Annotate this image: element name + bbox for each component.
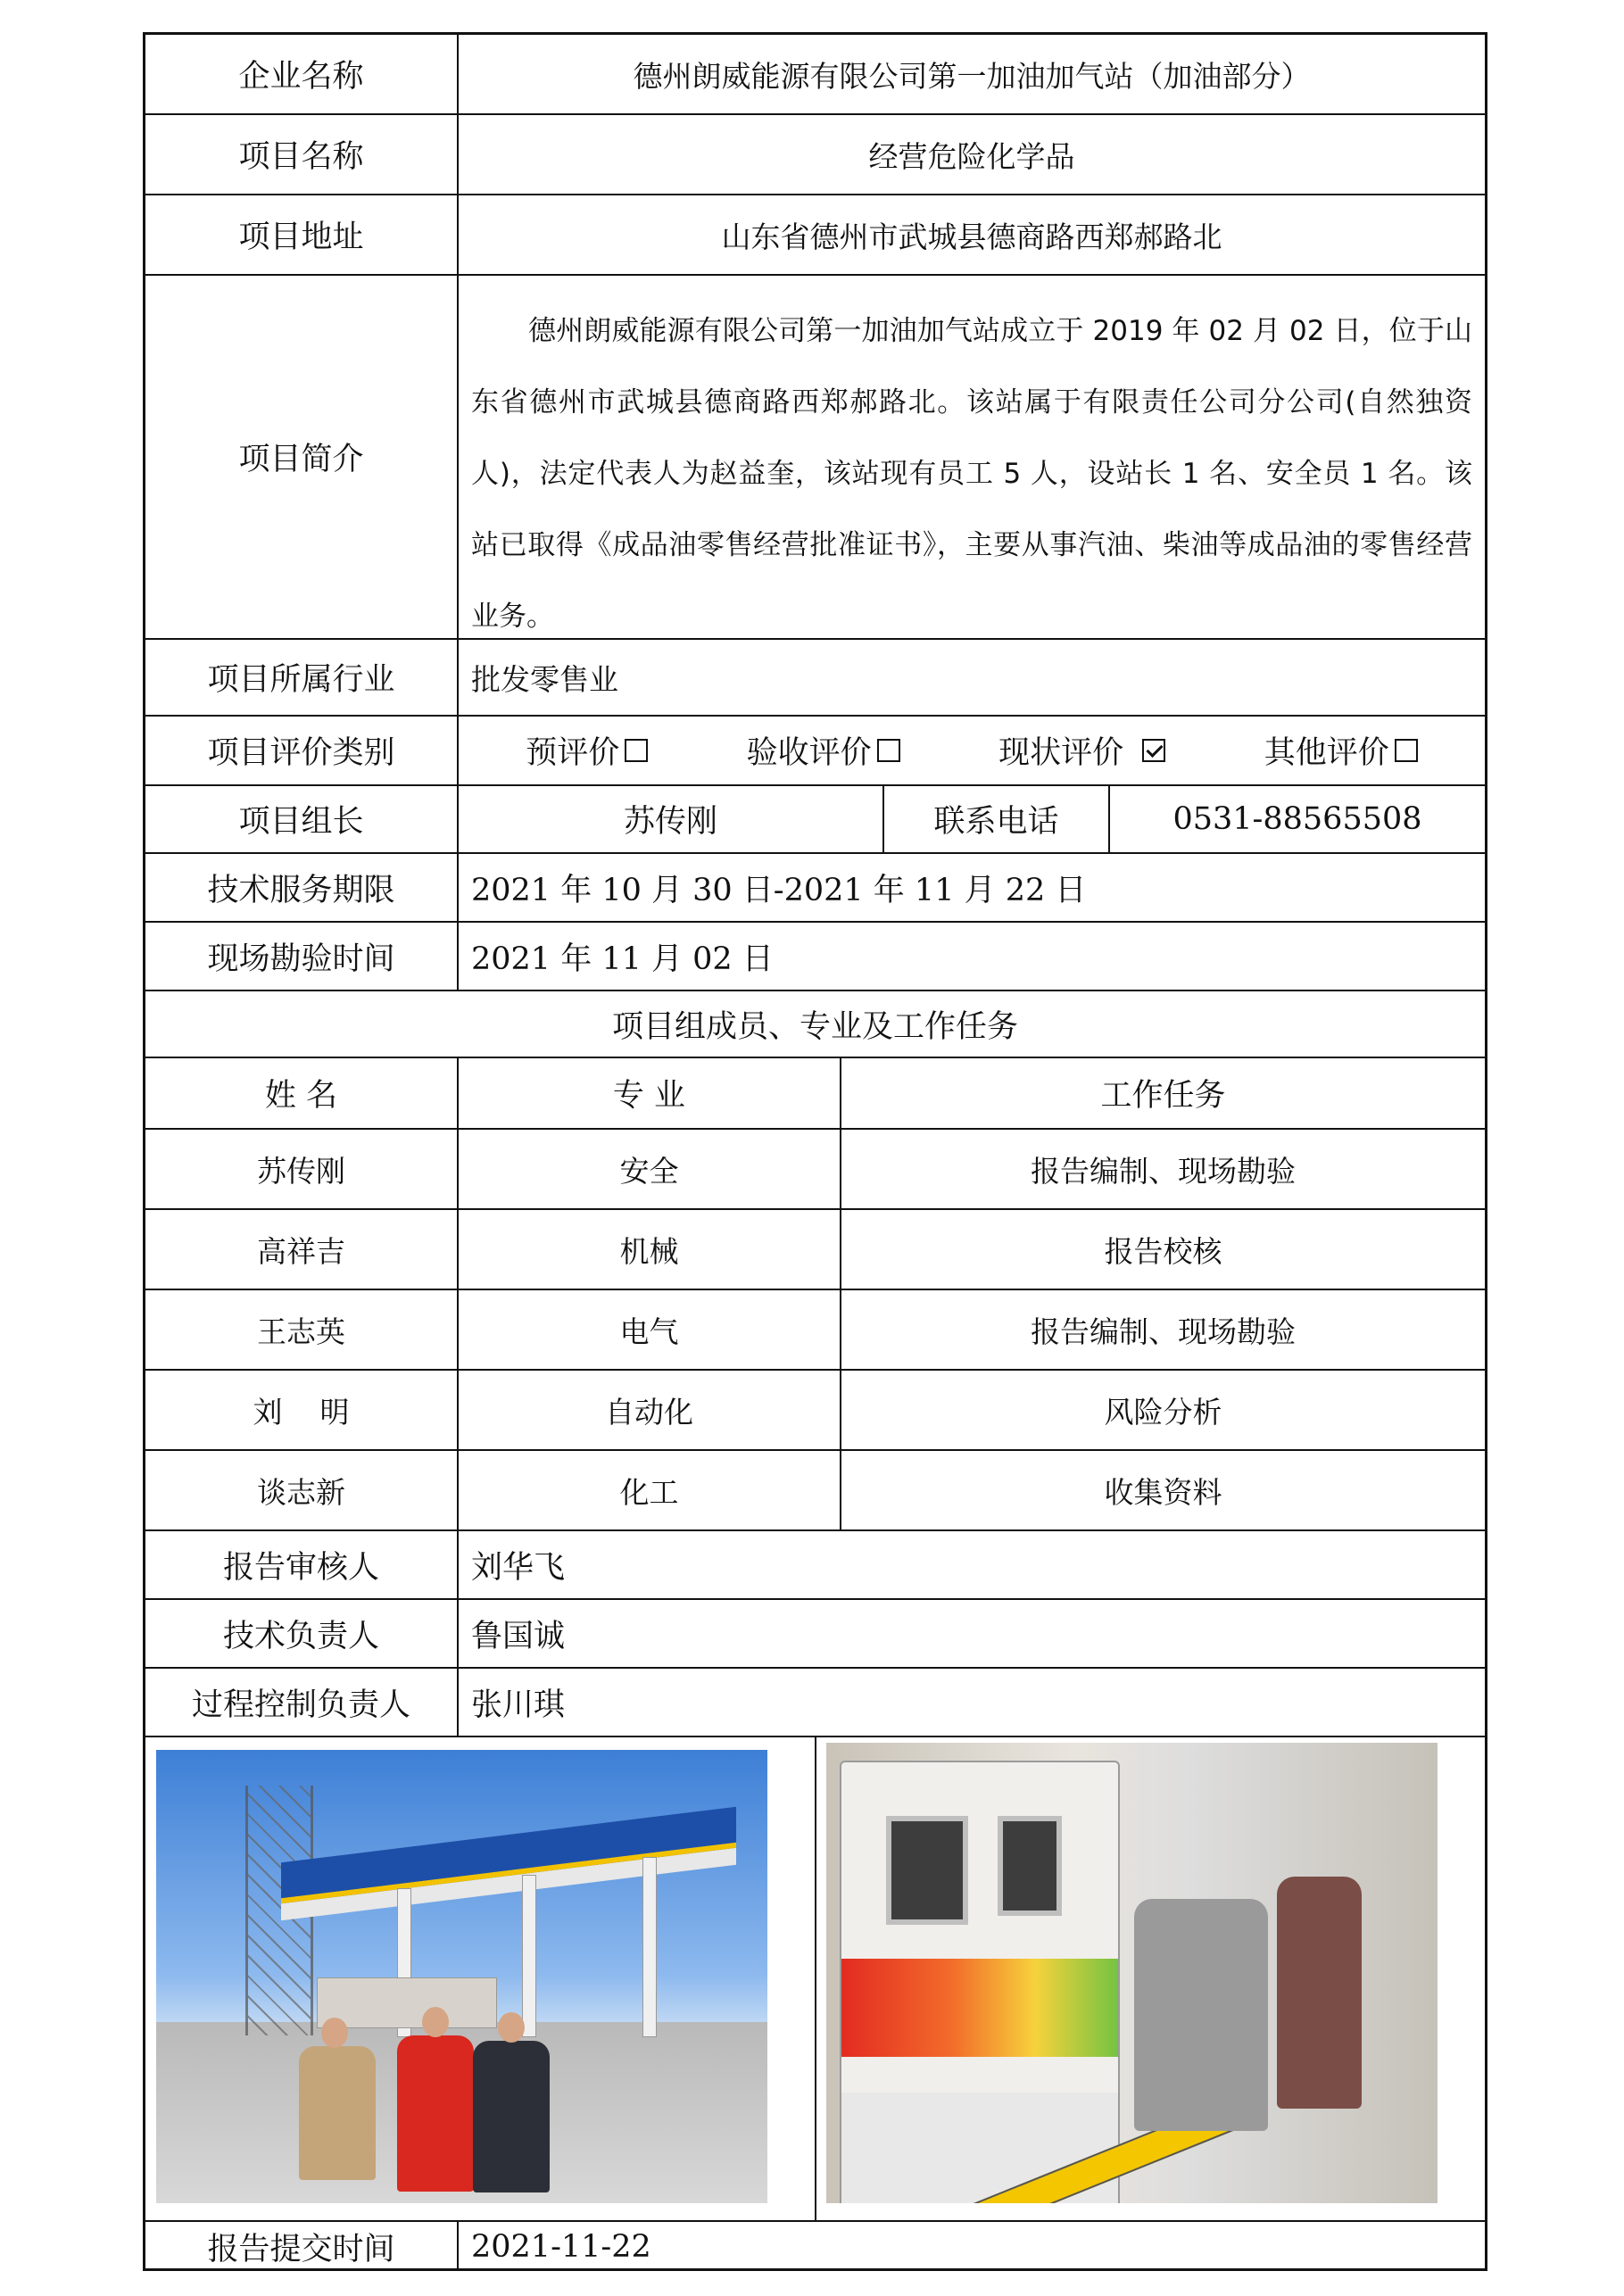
reviewer-value: 刘华飞 — [457, 1531, 1485, 1598]
canopy-pillar — [642, 1857, 657, 2037]
project-name-value: 经营危险化学品 — [457, 115, 1485, 194]
member-major: 化工 — [457, 1451, 840, 1529]
project-intro-label: 项目简介 — [238, 442, 364, 477]
person-2-head — [422, 2007, 449, 2037]
table-row — [145, 1371, 1485, 1451]
member-name: 高祥吉 — [257, 1233, 345, 1269]
eval-type-row — [145, 717, 1485, 786]
project-intro-row — [145, 276, 1485, 640]
process-lead-label: 过程控制负责人 — [191, 1687, 410, 1723]
team-title-row — [145, 991, 1485, 1058]
fuel-dispenser — [840, 1761, 1120, 2203]
eval-option-acceptance[interactable] — [747, 728, 900, 773]
phone-value: 0531-88565508 — [1108, 786, 1485, 852]
gas-station-photo — [156, 1750, 767, 2203]
member-name: 苏传刚 — [257, 1153, 345, 1189]
submit-time-value: 2021-11-22 — [457, 2222, 1485, 2271]
eval-option-other[interactable] — [1264, 728, 1418, 773]
member-major: 安全 — [457, 1130, 840, 1208]
reviewer-row — [145, 1531, 1485, 1600]
project-name-label: 项目名称 — [238, 139, 364, 175]
member-task: 报告编制、现场勘验 — [840, 1130, 1485, 1208]
survey-time-row — [145, 923, 1485, 991]
table-row — [145, 1451, 1485, 1531]
member-task: 报告校核 — [840, 1210, 1485, 1289]
company-value: 德州朗威能源有限公司第一加油加气站（加油部分） — [457, 35, 1485, 113]
eval-option-status-label: 现状评价 — [998, 735, 1124, 771]
eval-type-options — [457, 717, 1485, 784]
pump-nozzle-panel — [841, 1959, 1118, 2057]
eval-option-pre-label: 预评价 — [526, 735, 620, 771]
service-period-value: 2021 年 10 月 30 日-2021 年 11 月 22 日 — [457, 854, 1485, 921]
project-address-label: 项目地址 — [238, 220, 364, 255]
canopy-pillar — [522, 1875, 536, 2037]
person-2 — [397, 2035, 474, 2192]
worker-person — [1134, 1899, 1268, 2131]
process-lead-value: 张川琪 — [457, 1669, 1485, 1736]
member-name: 王志英 — [257, 1314, 345, 1349]
service-period-row — [145, 854, 1485, 923]
submit-time-row — [145, 2222, 1485, 2271]
member-major: 电气 — [457, 1290, 840, 1369]
survey-time-label: 现场勘验时间 — [207, 941, 395, 977]
col-header-major: 专 业 — [457, 1058, 840, 1128]
checkbox-icon — [877, 739, 900, 762]
member-major: 机械 — [457, 1210, 840, 1289]
project-address-value: 山东省德州市武城县德商路西郑郝路北 — [457, 195, 1485, 274]
standing-person — [1277, 1877, 1362, 2109]
phone-label: 联系电话 — [882, 786, 1108, 852]
checkbox-icon — [625, 739, 648, 762]
member-name: 刘 明 — [253, 1394, 350, 1430]
person-1-head — [321, 2018, 348, 2048]
checked-checkbox-icon — [1142, 739, 1165, 762]
photos-row — [145, 1737, 1485, 2222]
photos-divider — [815, 1737, 816, 2220]
submit-time-label: 报告提交时间 — [207, 2231, 395, 2267]
eval-option-status[interactable] — [998, 728, 1165, 773]
col-header-task: 工作任务 — [840, 1058, 1485, 1128]
person-3-head — [498, 2012, 525, 2043]
project-address-row — [145, 195, 1485, 276]
project-name-row — [145, 115, 1485, 195]
person-1 — [299, 2046, 376, 2180]
member-task: 报告编制、现场勘验 — [840, 1290, 1485, 1369]
tech-lead-row — [145, 1600, 1485, 1669]
company-row — [145, 35, 1485, 115]
eval-option-pre[interactable] — [526, 728, 648, 773]
eval-option-acceptance-label: 验收评价 — [746, 735, 872, 771]
table-row — [145, 1290, 1485, 1371]
member-task: 风险分析 — [840, 1371, 1485, 1449]
member-task: 收集资料 — [840, 1451, 1485, 1529]
table-row — [145, 1130, 1485, 1210]
table-row — [145, 1210, 1485, 1290]
leader-row — [145, 786, 1485, 854]
reviewer-label: 报告审核人 — [222, 1549, 379, 1586]
team-header-row — [145, 1058, 1485, 1130]
company-label: 企业名称 — [238, 59, 364, 95]
station-building — [317, 1977, 497, 2028]
member-major: 自动化 — [457, 1371, 840, 1449]
checkbox-icon — [1395, 739, 1418, 762]
project-intro-text: 德州朗威能源有限公司第一加油加气站成立于 2019 年 02 月 02 日，位于山东省德州市武城县德商路西郑郝路北。该站属于有限责任公司分公司(自然独资人)，法定代表人为赵益奎，该站现有员工 5 人，设站长 1 名、安全员 1 名。该站已取得《成品油零售经营批准证书》，主要从事汽油、柴油等成品油的零售经营业务。 — [457, 276, 1485, 638]
eval-option-other-label: 其他评价 — [1264, 735, 1389, 771]
member-name: 谈志新 — [257, 1474, 345, 1510]
survey-time-value: 2021 年 11 月 02 日 — [457, 923, 1485, 990]
info-table — [143, 32, 1487, 2271]
tech-lead-label: 技术负责人 — [222, 1618, 379, 1654]
pump-display — [886, 1816, 968, 1925]
person-3 — [473, 2041, 550, 2192]
tech-lead-value: 鲁国诚 — [457, 1600, 1485, 1667]
service-period-label: 技术服务期限 — [207, 872, 395, 908]
process-lead-row — [145, 1669, 1485, 1737]
industry-row — [145, 640, 1485, 717]
industry-label: 项目所属行业 — [207, 662, 395, 698]
leader-label: 项目组长 — [238, 804, 364, 840]
eval-type-label: 项目评价类别 — [207, 735, 395, 771]
team-title: 项目组成员、专业及工作任务 — [611, 1008, 1018, 1045]
industry-value: 批发零售业 — [457, 640, 1485, 715]
col-header-name: 姓 名 — [264, 1078, 338, 1114]
fuel-pump-photo — [826, 1743, 1438, 2203]
pump-display — [998, 1816, 1062, 1916]
leader-value: 苏传刚 — [457, 786, 882, 852]
